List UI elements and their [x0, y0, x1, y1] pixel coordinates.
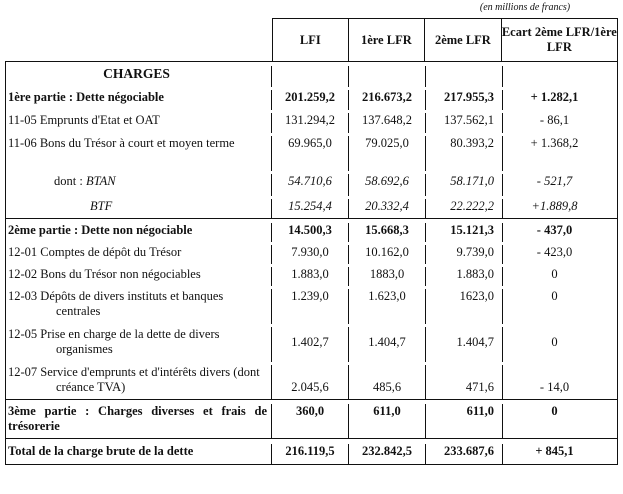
value-ecart: - 423,0	[536, 245, 573, 259]
value-lfi: 1.402,7	[272, 327, 349, 362]
column-header-ecart: Ecart 2ème LFR/1ère LFR	[501, 25, 617, 54]
table-row	[6, 219, 617, 242]
total-row	[6, 439, 617, 464]
section-charges-diverses	[6, 400, 617, 439]
debt-charges-table	[5, 61, 618, 465]
value-ecart: 0	[551, 267, 558, 281]
value-1ere-lfr: 485,6	[349, 365, 426, 399]
table-row	[6, 87, 617, 110]
value-1ere-lfr: 137.648,2	[349, 113, 426, 133]
empty-cell	[503, 66, 616, 87]
section-dette-non-negociable	[6, 219, 617, 400]
table-row	[6, 110, 617, 133]
value-1ere-lfr: 10.162,0	[349, 245, 426, 264]
value-ecart: - 437,0	[536, 223, 573, 237]
value-lfi: 1.883,0	[272, 267, 349, 286]
value-1ere-lfr: 1883,0	[349, 267, 426, 286]
table-row	[6, 362, 617, 399]
row-label: 2ème partie : Dette non négociable	[6, 223, 272, 242]
value-ecart: - 86,1	[539, 113, 570, 127]
row-label: 12-02 Bons du Trésor non négociables	[6, 267, 272, 286]
value-ecart: +1.889,8	[531, 199, 578, 213]
value-1ere-lfr: 1.623,0	[349, 289, 426, 324]
value-2eme-lfr: 233.687,6	[426, 444, 503, 464]
value-1ere-lfr: 79.025,0	[349, 136, 426, 171]
label-text: BTAN	[85, 174, 116, 188]
value-2eme-lfr: 9.739,0	[426, 245, 503, 264]
empty-cell	[272, 66, 349, 87]
label-prefix: dont :	[54, 174, 86, 188]
value-lfi: 201.259,2	[272, 90, 349, 110]
table-title: CHARGES	[6, 66, 272, 87]
column-header-1ere-lfr: 1ère LFR	[349, 19, 426, 61]
value-2eme-lfr: 22.222,2	[426, 199, 503, 218]
value-lfi: 14.500,3	[272, 223, 349, 242]
row-label: Total de la charge brute de la dette	[6, 444, 272, 464]
value-ecart: - 521,7	[536, 174, 573, 188]
row-label: 3ème partie : Charges diverses et frais de trésorerie	[6, 404, 272, 438]
table-row	[6, 286, 617, 324]
value-1ere-lfr: 15.668,3	[349, 223, 426, 242]
value-2eme-lfr: 15.121,3	[426, 223, 503, 242]
value-2eme-lfr: 1.883,0	[426, 267, 503, 286]
value-lfi: 1.239,0	[272, 289, 349, 324]
value-ecart: + 845,1	[535, 444, 574, 458]
table-row	[6, 400, 617, 438]
value-1ere-lfr: 232.842,5	[349, 444, 426, 464]
value-ecart: - 14,0	[539, 380, 570, 394]
value-2eme-lfr: 1.404,7	[426, 327, 503, 362]
value-lfi: 360,0	[272, 404, 349, 438]
value-2eme-lfr: 1623,0	[426, 289, 503, 324]
row-label: 11-06 Bons du Trésor à court et moyen terme	[6, 136, 272, 171]
value-2eme-lfr: 80.393,2	[426, 136, 503, 171]
value-ecart: 0	[551, 289, 558, 303]
row-label: BTF	[6, 199, 272, 218]
row-label: 12-03 Dépôts de divers instituts et banques centrales	[6, 289, 272, 324]
table-row	[6, 171, 617, 196]
value-ecart: 0	[551, 404, 558, 418]
row-label: 1ère partie : Dette négociable	[6, 90, 272, 110]
value-ecart: + 1.368,2	[530, 136, 579, 150]
value-lfi: 54.710,6	[272, 174, 349, 196]
value-2eme-lfr: 471,6	[426, 365, 503, 399]
value-lfi: 216.119,5	[272, 444, 349, 464]
column-header-row	[272, 18, 618, 61]
value-lfi: 131.294,2	[272, 113, 349, 133]
value-1ere-lfr: 20.332,4	[349, 199, 426, 218]
value-1ere-lfr: 611,0	[349, 404, 426, 438]
column-header-lfi: LFI	[273, 19, 349, 61]
section-dette-negociable	[6, 62, 617, 219]
value-lfi: 2.045,6	[272, 365, 349, 399]
table-row	[6, 324, 617, 362]
value-ecart: + 1.282,1	[530, 90, 579, 104]
empty-cell	[426, 66, 503, 87]
value-2eme-lfr: 217.955,3	[426, 90, 503, 110]
title-row	[6, 62, 617, 87]
column-header-2eme-lfr: 2ème LFR	[425, 19, 502, 61]
value-2eme-lfr: 137.562,1	[426, 113, 503, 133]
unit-note: (en millions de francs)	[479, 2, 571, 13]
value-1ere-lfr: 216.673,2	[349, 90, 426, 110]
value-1ere-lfr: 58.692,6	[349, 174, 426, 196]
row-label	[6, 174, 272, 196]
table-row	[6, 264, 617, 286]
value-lfi: 7.930,0	[272, 245, 349, 264]
table-row	[6, 133, 617, 171]
value-ecart: 0	[551, 335, 558, 349]
empty-cell	[349, 66, 426, 87]
value-lfi: 69.965,0	[272, 136, 349, 171]
row-label: 11-05 Emprunts d'Etat et OAT	[6, 113, 272, 133]
row-label: 12-07 Service d'emprunts et d'intérêts divers (dont créance TVA)	[6, 365, 272, 399]
section-total	[6, 439, 617, 464]
value-2eme-lfr: 611,0	[426, 404, 503, 438]
value-2eme-lfr: 58.171,0	[426, 174, 503, 196]
table-row	[6, 242, 617, 264]
value-1ere-lfr: 1.404,7	[349, 327, 426, 362]
row-label: 12-05 Prise en charge de la dette de divers organismes	[6, 327, 272, 362]
value-lfi: 15.254,4	[272, 199, 349, 218]
table-row	[6, 196, 617, 218]
row-label: 12-01 Comptes de dépôt du Trésor	[6, 245, 272, 264]
